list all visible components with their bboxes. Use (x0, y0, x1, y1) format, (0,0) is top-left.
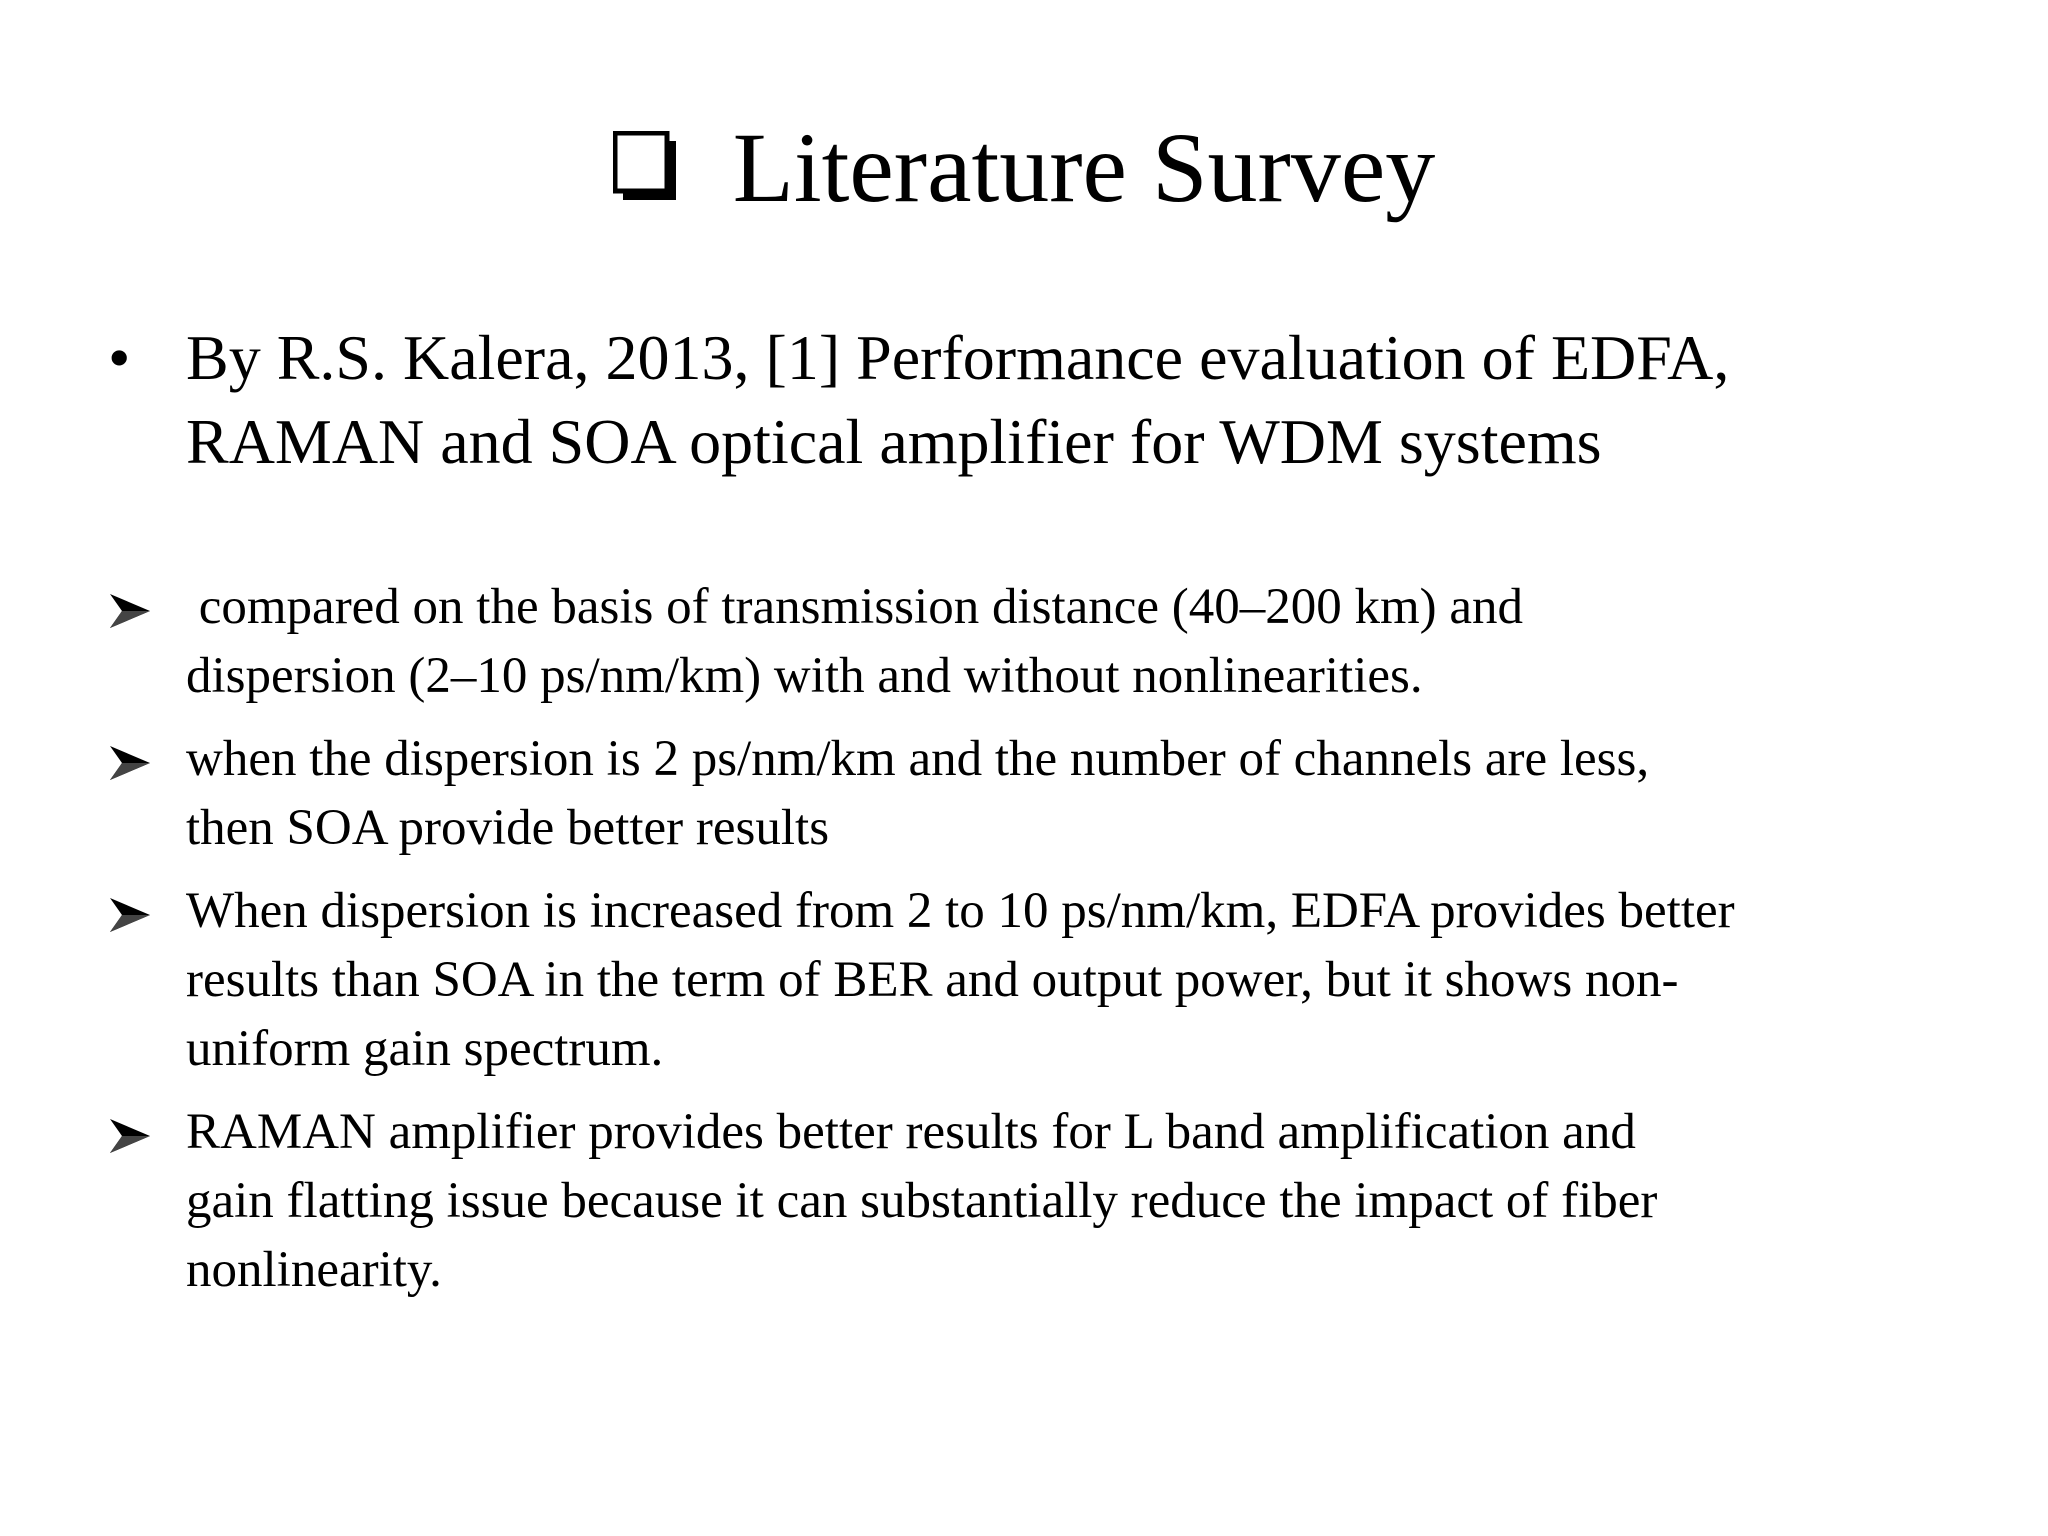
list-item-line: results than SOA in the term of BER and output power, but it shows non- (186, 952, 1679, 1008)
list-item-text (186, 1098, 1988, 1305)
list-item-line: When dispersion is increased from 2 to 10 ps/nm/km, EDFA provides better (186, 883, 1735, 939)
arrow-bullet-icon (110, 1119, 150, 1153)
list-item (108, 573, 1988, 711)
list-item-line: compared on the basis of transmission distance (40–200 km) and (186, 579, 1524, 635)
list-item-line: RAMAN amplifier provides better results for L band amplification and (186, 1104, 1636, 1160)
list-item-line: uniform gain spectrum. (186, 1021, 664, 1077)
list-item-text (186, 877, 1988, 1084)
title-text: Literature Survey (732, 112, 1436, 223)
list-item-text (186, 725, 1988, 863)
list-item (108, 725, 1988, 863)
main-bullet-line: RAMAN and SOA optical amplifier for WDM systems (186, 406, 1602, 477)
arrow-bullet-icon (110, 594, 150, 628)
main-bullet-line: By R.S. Kalera, 2013, [1] Performance evaluation of EDFA, (186, 322, 1730, 393)
list-item (108, 1098, 1988, 1305)
list-item-line: when the dispersion is 2 ps/nm/km and the number of channels are less, (186, 731, 1650, 787)
arrow-bullet-icon (110, 746, 150, 780)
list-item-line: then SOA provide better results (186, 800, 830, 856)
arrow-bullet-icon (110, 898, 150, 932)
list-item-text (186, 573, 1988, 711)
bullet-marker: • (108, 322, 131, 393)
list-item-line: gain flatting issue because it can substantially reduce the impact of fiber (186, 1173, 1658, 1229)
list-item-line: dispersion (2–10 ps/nm/km) with and without nonlinearities. (186, 648, 1423, 704)
checkbox-square-icon (613, 131, 679, 203)
sub-point-list (108, 573, 1988, 1319)
main-bullet (108, 316, 1988, 484)
list-item-line: nonlinearity. (186, 1242, 442, 1298)
slide-title (0, 108, 2048, 228)
main-bullet-text (186, 316, 1988, 484)
list-item (108, 877, 1988, 1084)
